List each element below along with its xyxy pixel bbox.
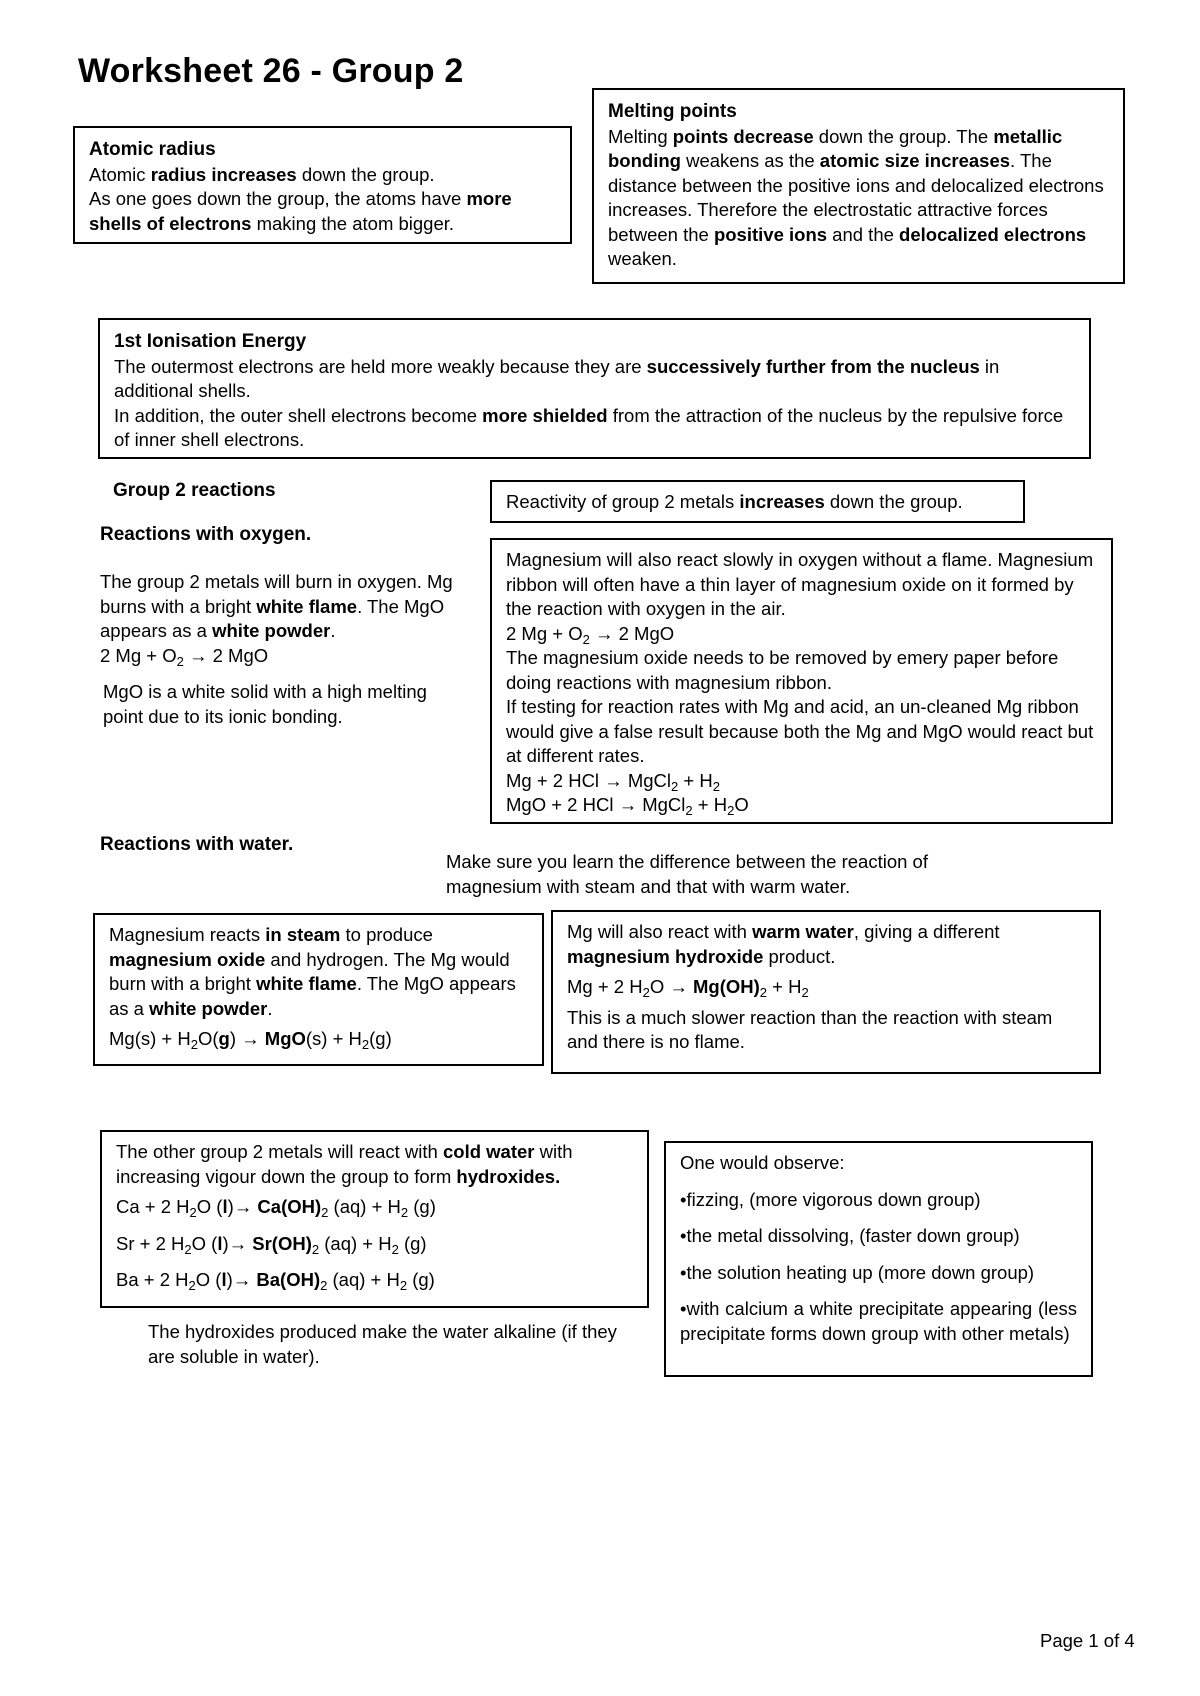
cold-eq-ba: Ba + 2 $H_2O$ $(l)\to Ba(OH)_2$ $(aq) + H_2$ (g) (116, 1269, 435, 1293)
atomic-radius-line2: As one goes down the group, the atoms have more shells of electrons making the atom bigger. (89, 188, 512, 234)
melting-points-box (592, 88, 1125, 284)
cold-eq-ca: Ca + 2 $H_2O$ $(l)\to Ca(OH)_2$ $(aq) + H_2$ (g) (116, 1196, 436, 1220)
steam-box (93, 913, 544, 1066)
mg-oxygen-text2: The magnesium oxide needs to be removed by emery paper before doing reactions with magnesium ribbon. (506, 647, 1059, 693)
ionisation-energy-box (98, 318, 1091, 459)
warm-text1: Mg will also react with warm water, giving a different magnesium hydroxide product. (567, 921, 1000, 967)
warm-equation: Mg + 2 $H_2O \to Mg(OH)_2 + H_2$ (567, 976, 809, 1000)
cold-note: The hydroxides produced make the water alkaline (if they are soluble in water). (148, 1321, 617, 1367)
observe-item-3: •the solution heating up (more down group) (680, 1261, 1035, 1283)
oxygen-heading: Reactions with oxygen. (100, 524, 312, 545)
observe-item-2: •the metal dissolving, (faster down group) (680, 1225, 1020, 1246)
mg-oxygen-text1: Magnesium will also react slowly in oxygen without a flame. Magnesium ribbon will often have a thin layer of magnesium oxide on it formed by the reaction with oxygen in the air. (506, 549, 1094, 619)
page-number: Page 1 of 4 (1040, 1630, 1135, 1651)
melting-points-heading: Melting points (608, 101, 737, 122)
observe-item-4: •with calcium a white precipitate appearing (less precipitate forms down group with other metals) (680, 1298, 1077, 1344)
warm-water-box (551, 910, 1101, 1074)
observe-item-1: •fizzing, (more vigorous down group) (680, 1188, 981, 1210)
reactivity-box: Reactivity of group 2 metals increases down the group. (490, 480, 1025, 523)
observe-box (664, 1141, 1093, 1377)
melting-points-text: Melting points decrease down the group. The metallic bonding weakens as the atomic size increases. The distance between the positive ions and delocalized electrons increases. Therefore the electrostatic attractive forces between the positive ions and the delocalized electrons weaken. (608, 125, 1104, 269)
page-title: Worksheet 26 - Group 2 (78, 52, 464, 90)
mg-oxygen-eq1: 2 $Mg + O_2 \to 2$ MgO (506, 622, 675, 647)
steam-text: Magnesium reacts in steam to produce magnesium oxide and hydrogen. The Mg would burn with a bright white flame. The MgO appears as a white powder. (109, 924, 516, 1019)
oxygen-text: The group 2 metals will burn in oxygen. Mg burns with a bright white flame. The MgO appears as a white powder. 2 $Mg + O_2 \to 2$ MgO (100, 570, 468, 668)
mg-oxygen-eq2: Mg + 2 HCl → MgCl$_2$ + $H_2$ (506, 769, 720, 794)
mg-oxygen-eq3: MgO + 2 HCl → MgCl$_2$ + $H_2O$ (506, 794, 749, 818)
cold-water-box (100, 1130, 649, 1308)
oxygen-note: MgO is a white solid with a high melting point due to its ionic bonding. (103, 681, 427, 727)
atomic-radius-heading: Atomic radius (89, 139, 216, 160)
observe-heading: One would observe: (680, 1152, 845, 1173)
ionisation-text2: In addition, the outer shell electrons become more shielded from the attraction of the nucleus by the repulsive force of inner shell electrons. (114, 404, 1064, 450)
cold-eq-sr: Sr + 2 $H_2O$ $(l)\to Sr(OH)_2$ $(aq) + H_2$ (g) (116, 1232, 427, 1257)
oxygen-equation: 2 $Mg + O_2 \to 2$ MgO (100, 644, 269, 669)
ionisation-heading: 1st Ionisation Energy (114, 331, 307, 352)
mg-oxygen-text3: If testing for reaction rates with Mg and acid, an un-cleaned Mg ribbon would give a false result because both the Mg and MgO would react but at different rates. (506, 696, 1094, 766)
steam-equation: $Mg(s) + H_2O(g) \to MgO(s) + H_2(g)$ (109, 1028, 392, 1052)
cold-text: The other group 2 metals will react with cold water with increasing vigour down the group to form hydroxides. (116, 1141, 573, 1187)
ionisation-text1: The outermost electrons are held more weakly because they are successively further from the nucleus in additional shells. (114, 355, 1000, 401)
water-heading: Reactions with water. (100, 834, 294, 855)
warm-text2: This is a much slower reaction than the reaction with steam and there is no flame. (567, 1006, 1053, 1052)
atomic-radius-line1: Atomic radius increases down the group. (89, 163, 435, 185)
water-note: Make sure you learn the difference between the reaction of magnesium with steam and that with warm water. (446, 851, 928, 897)
mg-oxygen-box (490, 538, 1113, 824)
group2-reactions-heading: Group 2 reactions (113, 480, 276, 501)
atomic-radius-box (73, 126, 572, 244)
